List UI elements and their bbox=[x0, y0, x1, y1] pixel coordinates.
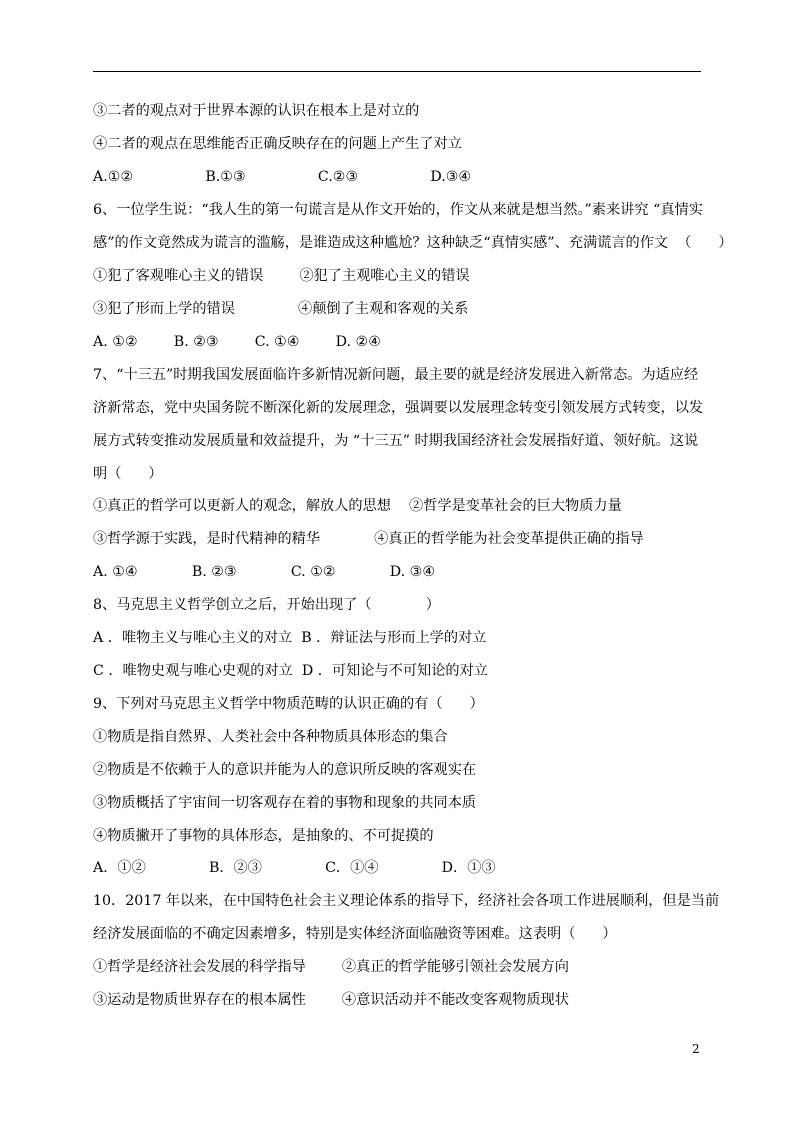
page-number: 2 bbox=[692, 1042, 700, 1056]
q9-option-3: ③物质概括了宇宙间一切客观存在着的事物和现象的共同本质 bbox=[93, 795, 477, 811]
q6-stem-line-2: 感”的作文竟然成为谎言的滥觞，是谁造成这种尴尬？这种缺乏“真情实感”、充满谎言的作文 （ ） bbox=[93, 235, 733, 251]
q7-stem-line-2: 济新常态，党中央国务院不断深化新的发展理念，强调要以发展理念转变引领发展方式转变，以发 bbox=[93, 400, 704, 416]
q7-stem-line-1: 7、“十三五”时期我国发展面临许多新情况新问题，最主要的就是经济发展进入新常态。为适应经 bbox=[93, 367, 699, 383]
q9-option-2: ②物质是不依赖于人的意识并能为人的意识所反映的客观实在 bbox=[93, 762, 477, 778]
q7-choices: A. ①④ B. ②③ C. ①② D. ③④ bbox=[93, 564, 436, 580]
q8-stem: 8、马克思主义哲学创立之后，开始出现了（ ） bbox=[93, 597, 440, 613]
q6-choices: A. ①② B. ②③ C. ①④ D. ②④ bbox=[93, 334, 381, 350]
q7-stem-line-4: 明（ ） bbox=[93, 466, 163, 482]
q10-options-3-4: ③运动是物质世界存在的根本属性 ④意识活动并不能改变客观物质现状 bbox=[93, 992, 569, 1008]
q9-option-1: ①物质是指自然界、人类社会中各种物质具体形态的集合 bbox=[93, 729, 448, 745]
q6-options-3-4: ③犯了形而上学的错误 ④颠倒了主观和客观的关系 bbox=[93, 301, 469, 317]
q10-stem-line-1: 10．2017 年以来，在中国特色社会主义理论体系的指导下，经济社会各项工作进展顺利，但是当前 bbox=[93, 893, 720, 909]
q8-options-a-b: A ．唯物主义与唯心主义的对立 B ．辩证法与形而上学的对立 bbox=[93, 630, 487, 646]
q7-options-1-2: ①真正的哲学可以更新人的观念，解放人的思想 ②哲学是变革社会的巨大物质力量 bbox=[93, 498, 622, 514]
header-rule bbox=[93, 71, 701, 72]
q6-stem-line-1: 6、一位学生说：“我人生的第一句谎言是从作文开始的，作文从来就是想当然。”素来讲究 “真情实 bbox=[93, 202, 703, 218]
q7-options-3-4: ③哲学源于实践，是时代精神的精华 ④真正的哲学能为社会变革提供正确的指导 bbox=[93, 531, 644, 547]
q8-options-c-d: C ．唯物史观与唯心史观的对立 D ．可知论与不可知论的对立 bbox=[93, 663, 488, 679]
q9-choices: A．①② B．②③ C．①④ D．①③ bbox=[93, 860, 496, 876]
q6-options-1-2: ①犯了客观唯心主义的错误 ②犯了主观唯心主义的错误 bbox=[93, 268, 470, 284]
q5-option-3: ③二者的观点对于世界本源的认识在根本上是对立的 bbox=[93, 103, 420, 119]
q9-stem: 9、下列对马克思主义哲学中物质范畴的认识正确的有（ ） bbox=[93, 696, 484, 712]
q5-choices: A.①② B.①③ C.②③ D.③④ bbox=[93, 169, 472, 185]
q10-options-1-2: ①哲学是经济社会发展的科学指导 ②真正的哲学能够引领社会发展方向 bbox=[93, 959, 569, 975]
q7-stem-line-3: 展方式转变推动发展质量和效益提升，为 “十三五” 时期我国经济社会发展指好道、领好航。这说 bbox=[93, 433, 699, 449]
q9-option-4: ④物质撇开了事物的具体形态，是抽象的、不可捉摸的 bbox=[93, 828, 434, 844]
q5-option-4: ④二者的观点在思维能否正确反映存在的问题上产生了对立 bbox=[93, 136, 462, 152]
q10-stem-line-2: 经济发展面临的不确定因素增多，特别是实体经济面临融资等困难。这表明（ ） bbox=[93, 926, 617, 942]
